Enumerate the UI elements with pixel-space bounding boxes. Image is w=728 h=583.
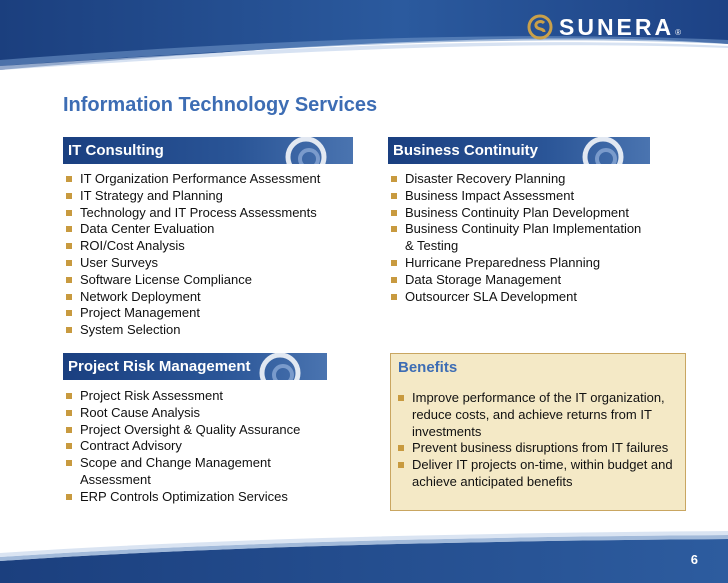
list-item	[63, 255, 353, 272]
list-item-text: Scope and Change Management Assessment	[80, 455, 271, 487]
list-item	[63, 238, 353, 255]
square-bullet-icon	[66, 226, 72, 232]
list-item	[388, 205, 650, 222]
swirl-decoration-icon	[279, 137, 333, 164]
square-bullet-icon	[66, 260, 72, 266]
square-bullet-icon	[66, 210, 72, 216]
section-title: Benefits	[398, 359, 458, 376]
page-number: 6	[690, 552, 698, 567]
list-item-text: Business Impact Assessment	[405, 187, 575, 203]
list-item-text: Deliver IT projects on-time, within budget and achieve anticipated benefits	[412, 457, 673, 489]
section-benefits	[390, 353, 686, 511]
list-item-text: IT Organization Performance Assessment	[80, 171, 321, 186]
square-bullet-icon	[398, 445, 404, 451]
list-item-text: Project Oversight & Quality Assurance	[80, 421, 301, 437]
list-item-text: System Selection	[80, 322, 181, 338]
square-bullet-icon	[66, 427, 72, 433]
square-bullet-icon	[391, 210, 397, 216]
square-bullet-icon	[66, 176, 72, 182]
list-item	[63, 489, 327, 506]
list-item-text: Project Management	[80, 305, 200, 321]
list-item	[388, 272, 650, 289]
square-bullet-icon	[66, 243, 72, 249]
list-item-text: Data Storage Management	[405, 271, 562, 287]
list-item-text: ROI/Cost Analysis	[80, 238, 185, 254]
list-item-text: Business Continuity Plan Development	[405, 204, 630, 220]
item-list	[391, 390, 685, 491]
square-bullet-icon	[66, 460, 72, 466]
list-item-text: Technology and IT Process Assessments	[80, 204, 317, 220]
list-item	[392, 390, 685, 440]
section-header	[388, 137, 650, 164]
list-item-text: Hurricane Preparedness Planning	[405, 254, 601, 270]
list-item	[388, 171, 650, 188]
list-item	[63, 272, 353, 289]
list-item	[63, 188, 353, 205]
square-bullet-icon	[398, 462, 404, 468]
square-bullet-icon	[66, 294, 72, 300]
bottom-banner	[0, 531, 728, 583]
list-item	[392, 440, 685, 457]
list-item-text: Improve performance of the IT organization, reduce costs, and achieve returns from IT investments	[412, 390, 665, 439]
section-it-consulting	[63, 137, 353, 339]
page-title: Information Technology Services	[63, 94, 378, 116]
list-item	[63, 405, 327, 422]
square-bullet-icon	[66, 310, 72, 316]
list-item	[63, 221, 353, 238]
section-header	[63, 137, 353, 164]
section-header	[63, 353, 327, 380]
list-item	[63, 455, 327, 489]
list-item-text: Network Deployment	[80, 288, 201, 304]
swirl-decoration-icon	[576, 137, 630, 164]
square-bullet-icon	[398, 395, 404, 401]
list-item-text: ERP Controls Optimization Services	[80, 488, 288, 504]
square-bullet-icon	[66, 327, 72, 333]
section-title: IT Consulting	[68, 142, 164, 159]
list-item	[388, 188, 650, 205]
square-bullet-icon	[391, 277, 397, 283]
list-item-text: Root Cause Analysis	[80, 404, 200, 420]
section-title: Business Continuity	[393, 142, 539, 159]
list-item	[63, 171, 353, 188]
list-item-text: Data Center Evaluation	[80, 221, 215, 237]
item-list	[63, 388, 327, 506]
list-item-text: Business Continuity Plan Implementation & Testing	[405, 221, 642, 254]
item-list	[388, 171, 650, 305]
list-item	[63, 438, 327, 455]
section-business-continuity	[388, 137, 650, 305]
list-item	[63, 289, 353, 306]
list-item-text: User Surveys	[80, 254, 159, 270]
square-bullet-icon	[66, 277, 72, 283]
list-item	[388, 255, 650, 272]
list-item-text: Software License Compliance	[80, 271, 252, 287]
list-item-text: Disaster Recovery Planning	[405, 171, 566, 186]
section-project-risk-management	[63, 353, 327, 506]
list-item-text: Project Risk Assessment	[80, 388, 224, 403]
square-bullet-icon	[391, 226, 397, 232]
list-item	[388, 289, 650, 306]
list-item-text: Contract Advisory	[80, 438, 182, 454]
list-item-text: Prevent business disruptions from IT failures	[412, 440, 669, 456]
list-item	[63, 422, 327, 439]
list-item	[63, 305, 353, 322]
list-item	[388, 221, 650, 255]
square-bullet-icon	[391, 260, 397, 266]
list-item	[392, 457, 685, 491]
item-list	[63, 171, 353, 339]
square-bullet-icon	[391, 294, 397, 300]
registered-mark: ®	[675, 27, 682, 37]
section-title: Project Risk Management	[68, 358, 251, 375]
list-item	[63, 205, 353, 222]
list-item-text: Outsourcer SLA Development	[405, 288, 577, 304]
square-bullet-icon	[391, 176, 397, 182]
square-bullet-icon	[66, 193, 72, 199]
sunera-swirl-icon	[527, 14, 553, 40]
square-bullet-icon	[66, 494, 72, 500]
square-bullet-icon	[391, 193, 397, 199]
list-item-text: IT Strategy and Planning	[80, 187, 223, 203]
list-item	[63, 388, 327, 405]
square-bullet-icon	[66, 410, 72, 416]
brand-name: SUNERA	[559, 13, 675, 40]
square-bullet-icon	[66, 443, 72, 449]
swirl-decoration-icon	[253, 353, 307, 380]
square-bullet-icon	[66, 393, 72, 399]
sunera-logo	[527, 12, 681, 42]
list-item	[63, 322, 353, 339]
